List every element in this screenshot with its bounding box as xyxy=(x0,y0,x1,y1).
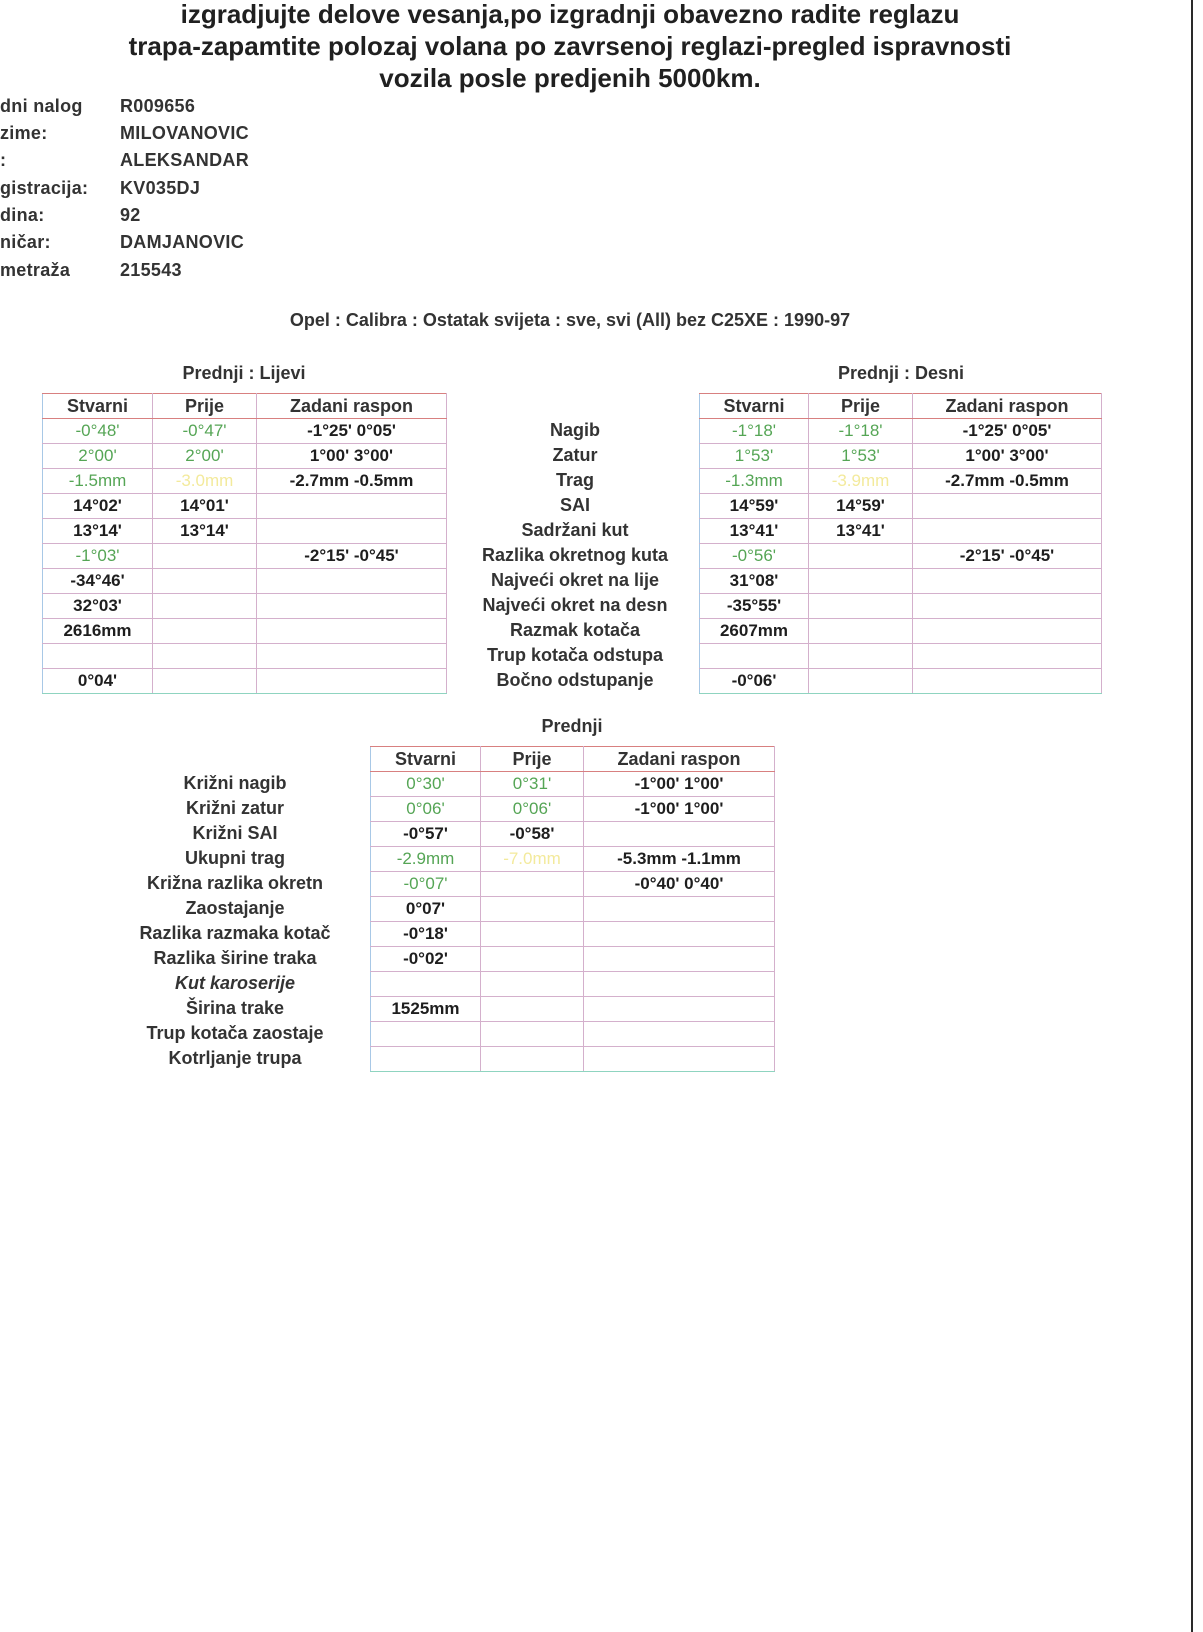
info-label-year: dina: xyxy=(0,205,45,225)
info-value-mileage: 215543 xyxy=(120,260,182,280)
value-cell-actual: -0°02' xyxy=(371,947,481,972)
table-row xyxy=(43,444,447,469)
table-header-row xyxy=(700,394,1102,419)
label-max-turn-right: Najveći okret na desn xyxy=(482,595,668,615)
table-row xyxy=(700,494,1102,519)
value-cell-range xyxy=(257,669,447,694)
label-lateral-offset: Bočno odstupanje xyxy=(496,670,654,690)
label-toe-out-on-turns: Razlika okretnog kuta xyxy=(481,545,669,565)
value-cell-actual: -35°55' xyxy=(700,594,809,619)
label-wheel-offset: Trup kotača odstupa xyxy=(486,645,664,665)
label-setback: Zaostajanje xyxy=(185,898,285,918)
value-cell-actual: -2.9mm xyxy=(371,847,481,872)
value-cell-actual: -1.5mm xyxy=(43,469,153,494)
label-cross-caster: Križni zatur xyxy=(185,798,284,818)
left-front-title: Prednji : Lijevi xyxy=(182,363,306,383)
value-cell-before xyxy=(481,972,584,997)
info-label-order: dni nalog xyxy=(0,96,83,116)
value-cell-actual: 2°00' xyxy=(43,444,153,469)
table-row xyxy=(700,669,1102,694)
value-cell-before: -3.0mm xyxy=(153,469,257,494)
value-cell-actual xyxy=(371,1047,481,1072)
table-row xyxy=(43,594,447,619)
label-toe: Trag xyxy=(555,470,594,490)
label-track-width-diff: Razlika širine traka xyxy=(153,948,317,968)
right-front-table xyxy=(699,393,1102,694)
table-row xyxy=(700,619,1102,644)
value-cell-range xyxy=(584,897,775,922)
value-cell-before: -0°47' xyxy=(153,419,257,444)
value-cell-before: 13°14' xyxy=(153,519,257,544)
label-wheel-setback: Trup kotača zaostaje xyxy=(146,1023,324,1043)
label-total-toe: Ukupni trag xyxy=(184,848,285,868)
value-cell-actual: 1525mm xyxy=(371,997,481,1022)
col-header-range: Zadani raspon xyxy=(584,747,775,772)
heading-line-1: izgradjujte delove vesanja,po izgradnji obavezno radite reglazu xyxy=(180,0,960,29)
value-cell-range: 1°00' 3°00' xyxy=(257,444,447,469)
table-row xyxy=(700,594,1102,619)
table-row xyxy=(371,997,775,1022)
page-edge-line xyxy=(1191,0,1193,1632)
value-cell-actual: 0°04' xyxy=(43,669,153,694)
table-row xyxy=(43,644,447,669)
label-sai: SAI xyxy=(559,495,590,515)
label-cross-sai: Križni SAI xyxy=(192,823,278,843)
col-header-range: Zadani raspon xyxy=(913,394,1102,419)
value-cell-before xyxy=(481,1047,584,1072)
label-body-roll: Kotrljanje trupa xyxy=(168,1048,302,1068)
table-header-row xyxy=(371,747,775,772)
value-cell-before xyxy=(153,644,257,669)
value-cell-range xyxy=(913,619,1102,644)
value-cell-range: -2°15' -0°45' xyxy=(913,544,1102,569)
value-cell-actual: -1°03' xyxy=(43,544,153,569)
value-cell-before xyxy=(153,544,257,569)
value-cell-range xyxy=(913,519,1102,544)
label-included-angle: Sadržani kut xyxy=(521,520,629,540)
value-cell-range: -2.7mm -0.5mm xyxy=(913,469,1102,494)
value-cell-actual: -1°18' xyxy=(700,419,809,444)
info-value-technician: DAMJANOVIC xyxy=(120,232,245,252)
col-header-actual: Stvarni xyxy=(43,394,153,419)
value-cell-actual xyxy=(700,644,809,669)
value-cell-range: -1°00' 1°00' xyxy=(584,772,775,797)
table-row xyxy=(43,419,447,444)
value-cell-actual: 32°03' xyxy=(43,594,153,619)
value-cell-range xyxy=(584,972,775,997)
table-header-row xyxy=(43,394,447,419)
value-cell-range: -1°00' 1°00' xyxy=(584,797,775,822)
table-row xyxy=(371,797,775,822)
value-cell-before xyxy=(153,594,257,619)
table-row xyxy=(700,419,1102,444)
value-cell-before xyxy=(153,669,257,694)
col-header-before: Prije xyxy=(153,394,257,419)
value-cell-actual xyxy=(371,1022,481,1047)
value-cell-range: -0°40' 0°40' xyxy=(584,872,775,897)
value-cell-actual: 0°07' xyxy=(371,897,481,922)
value-cell-range xyxy=(913,644,1102,669)
value-cell-range: -1°25' 0°05' xyxy=(913,419,1102,444)
table-row xyxy=(43,519,447,544)
vehicle-spec: Opel : Calibra : Ostatak svijeta : sve, svi (All) bez C25XE : 1990-97 xyxy=(289,310,851,330)
table-row xyxy=(371,922,775,947)
value-cell-actual: 2616mm xyxy=(43,619,153,644)
value-cell-before xyxy=(809,594,913,619)
value-cell-range: -5.3mm -1.1mm xyxy=(584,847,775,872)
value-cell-range xyxy=(257,569,447,594)
table-row xyxy=(700,444,1102,469)
value-cell-range xyxy=(584,822,775,847)
table-row xyxy=(43,619,447,644)
table-row xyxy=(700,644,1102,669)
value-cell-before xyxy=(809,644,913,669)
value-cell-before xyxy=(481,947,584,972)
table-row xyxy=(371,972,775,997)
value-cell-before xyxy=(809,669,913,694)
label-cross-toe-out: Križna razlika okretn xyxy=(146,873,324,893)
info-value-name: ALEKSANDAR xyxy=(120,150,249,170)
label-cross-camber: Križni nagib xyxy=(183,773,287,793)
table-row xyxy=(371,1047,775,1072)
table-row xyxy=(371,872,775,897)
col-header-before: Prije xyxy=(481,747,584,772)
col-header-actual: Stvarni xyxy=(371,747,481,772)
value-cell-range: -1°25' 0°05' xyxy=(257,419,447,444)
value-cell-before: 13°41' xyxy=(809,519,913,544)
value-cell-range xyxy=(257,619,447,644)
right-front-title: Prednji : Desni xyxy=(837,363,965,383)
value-cell-before: 1°53' xyxy=(809,444,913,469)
value-cell-range xyxy=(584,997,775,1022)
value-cell-range xyxy=(584,1022,775,1047)
heading-line-2: trapa-zapamtite polozaj volana po zavrsenoj reglazi-pregled ispravnosti xyxy=(128,31,1012,61)
left-front-table xyxy=(42,393,447,694)
front-axle-title: Prednji xyxy=(541,716,603,736)
value-cell-actual: 13°14' xyxy=(43,519,153,544)
value-cell-range xyxy=(913,594,1102,619)
value-cell-range xyxy=(257,494,447,519)
col-header-range: Zadani raspon xyxy=(257,394,447,419)
table-row xyxy=(371,1022,775,1047)
value-cell-actual xyxy=(43,644,153,669)
value-cell-before: -1°18' xyxy=(809,419,913,444)
value-cell-before xyxy=(809,569,913,594)
col-header-actual: Stvarni xyxy=(700,394,809,419)
value-cell-before: 14°01' xyxy=(153,494,257,519)
label-caster: Zatur xyxy=(552,445,598,465)
info-label-name: : xyxy=(0,150,7,170)
value-cell-actual: -0°06' xyxy=(700,669,809,694)
value-cell-before xyxy=(153,619,257,644)
value-cell-range xyxy=(584,947,775,972)
heading-line-3: vozila posle predjenih 5000km. xyxy=(379,63,761,93)
info-label-mileage: metraža xyxy=(0,260,71,280)
value-cell-actual xyxy=(371,972,481,997)
label-camber: Nagib xyxy=(549,420,600,440)
table-row xyxy=(371,947,775,972)
value-cell-actual: 0°30' xyxy=(371,772,481,797)
value-cell-actual: -0°57' xyxy=(371,822,481,847)
value-cell-before xyxy=(481,897,584,922)
value-cell-before xyxy=(809,619,913,644)
info-value-registration: KV035DJ xyxy=(120,178,201,198)
info-label-technician: ničar: xyxy=(0,232,51,252)
info-label-registration: gistracija: xyxy=(0,178,89,198)
table-row xyxy=(371,822,775,847)
value-cell-range xyxy=(257,644,447,669)
value-cell-actual: -0°18' xyxy=(371,922,481,947)
value-cell-actual: 13°41' xyxy=(700,519,809,544)
table-row xyxy=(700,544,1102,569)
value-cell-actual: 1°53' xyxy=(700,444,809,469)
value-cell-before: -0°58' xyxy=(481,822,584,847)
value-cell-range xyxy=(584,922,775,947)
value-cell-before: 2°00' xyxy=(153,444,257,469)
value-cell-before xyxy=(809,544,913,569)
value-cell-range xyxy=(913,494,1102,519)
value-cell-before: 0°06' xyxy=(481,797,584,822)
value-cell-actual: 14°02' xyxy=(43,494,153,519)
value-cell-range xyxy=(257,594,447,619)
value-cell-before xyxy=(481,997,584,1022)
value-cell-range: -2°15' -0°45' xyxy=(257,544,447,569)
table-row xyxy=(700,469,1102,494)
value-cell-actual: -0°07' xyxy=(371,872,481,897)
value-cell-actual: -0°48' xyxy=(43,419,153,444)
value-cell-actual: 31°08' xyxy=(700,569,809,594)
value-cell-before xyxy=(481,922,584,947)
table-row xyxy=(43,569,447,594)
value-cell-actual: 2607mm xyxy=(700,619,809,644)
value-cell-range xyxy=(913,569,1102,594)
front-axle-table xyxy=(370,746,775,1072)
value-cell-range xyxy=(913,669,1102,694)
value-cell-before xyxy=(481,872,584,897)
value-cell-before: -7.0mm xyxy=(481,847,584,872)
value-cell-before xyxy=(481,1022,584,1047)
table-row xyxy=(371,772,775,797)
table-row xyxy=(43,469,447,494)
info-value-order: R009656 xyxy=(120,96,196,116)
table-row xyxy=(700,519,1102,544)
value-cell-before: -3.9mm xyxy=(809,469,913,494)
table-row xyxy=(371,897,775,922)
value-cell-range xyxy=(584,1047,775,1072)
table-row xyxy=(43,494,447,519)
info-label-surname: zime: xyxy=(0,123,48,143)
value-cell-before xyxy=(153,569,257,594)
value-cell-before: 14°59' xyxy=(809,494,913,519)
info-value-year: 92 xyxy=(120,205,141,225)
label-max-turn-left: Najveći okret na lije xyxy=(490,570,660,590)
value-cell-actual: 0°06' xyxy=(371,797,481,822)
label-wheelbase: Razmak kotača xyxy=(509,620,641,640)
table-row xyxy=(700,569,1102,594)
value-cell-actual: -0°56' xyxy=(700,544,809,569)
label-track-width: Širina trake xyxy=(185,998,285,1018)
table-row xyxy=(43,669,447,694)
label-body-angle: Kut karoserije xyxy=(174,973,296,993)
value-cell-range: -2.7mm -0.5mm xyxy=(257,469,447,494)
value-cell-actual: 14°59' xyxy=(700,494,809,519)
table-row xyxy=(371,847,775,872)
value-cell-range xyxy=(257,519,447,544)
label-wheelbase-diff: Razlika razmaka kotač xyxy=(139,923,331,943)
value-cell-actual: -34°46' xyxy=(43,569,153,594)
value-cell-before: 0°31' xyxy=(481,772,584,797)
value-cell-range: 1°00' 3°00' xyxy=(913,444,1102,469)
col-header-before: Prije xyxy=(809,394,913,419)
table-row xyxy=(43,544,447,569)
value-cell-actual: -1.3mm xyxy=(700,469,809,494)
info-value-surname: MILOVANOVIC xyxy=(120,123,249,143)
